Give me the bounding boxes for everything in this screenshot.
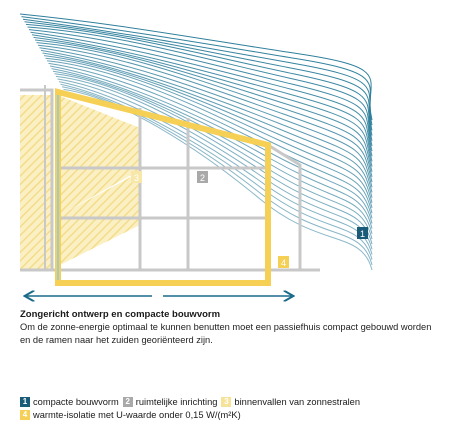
caption	[20, 308, 440, 346]
legend-item-3	[221, 396, 360, 409]
marker-4	[278, 256, 289, 268]
legend-row-1	[20, 396, 440, 409]
marker-2-grey	[197, 171, 208, 183]
marker-1	[357, 227, 368, 239]
legend-badge-3: 3	[221, 397, 231, 407]
legend-badge-4: 4	[20, 410, 30, 420]
legend-label-3: binnenvallen van zonnestralen	[234, 397, 361, 407]
legend	[20, 396, 440, 421]
caption-title: Zongericht ontwerp en compacte bouwvorm	[20, 309, 221, 320]
legend-item-2	[123, 396, 218, 409]
legend-label-1: compacte bouwvorm	[33, 397, 119, 407]
legend-row-2	[20, 409, 440, 422]
marker-2-yellow	[131, 171, 142, 183]
legend-label-2: ruimtelijke inrichting	[135, 397, 218, 407]
legend-item-4	[20, 409, 241, 422]
legend-badge-2: 2	[123, 397, 133, 407]
svg-text:1: 1	[359, 229, 366, 239]
svg-text:4: 4	[280, 258, 287, 268]
legend-item-1	[20, 396, 119, 409]
legend-badge-1: 1	[20, 397, 30, 407]
caption-text: Om de zonne-energie optimaal te kunnen benutten moet een passiefhuis compact gebouwd worden en de ramen naar het zuiden georiënteerd zijn.	[20, 322, 432, 345]
svg-text:2: 2	[199, 173, 206, 183]
svg-text:3: 3	[133, 173, 140, 183]
sun-rays	[20, 95, 140, 270]
legend-label-4: warmte-isolatie met U-waarde onder 0,15 W/(m²K)	[33, 409, 241, 420]
